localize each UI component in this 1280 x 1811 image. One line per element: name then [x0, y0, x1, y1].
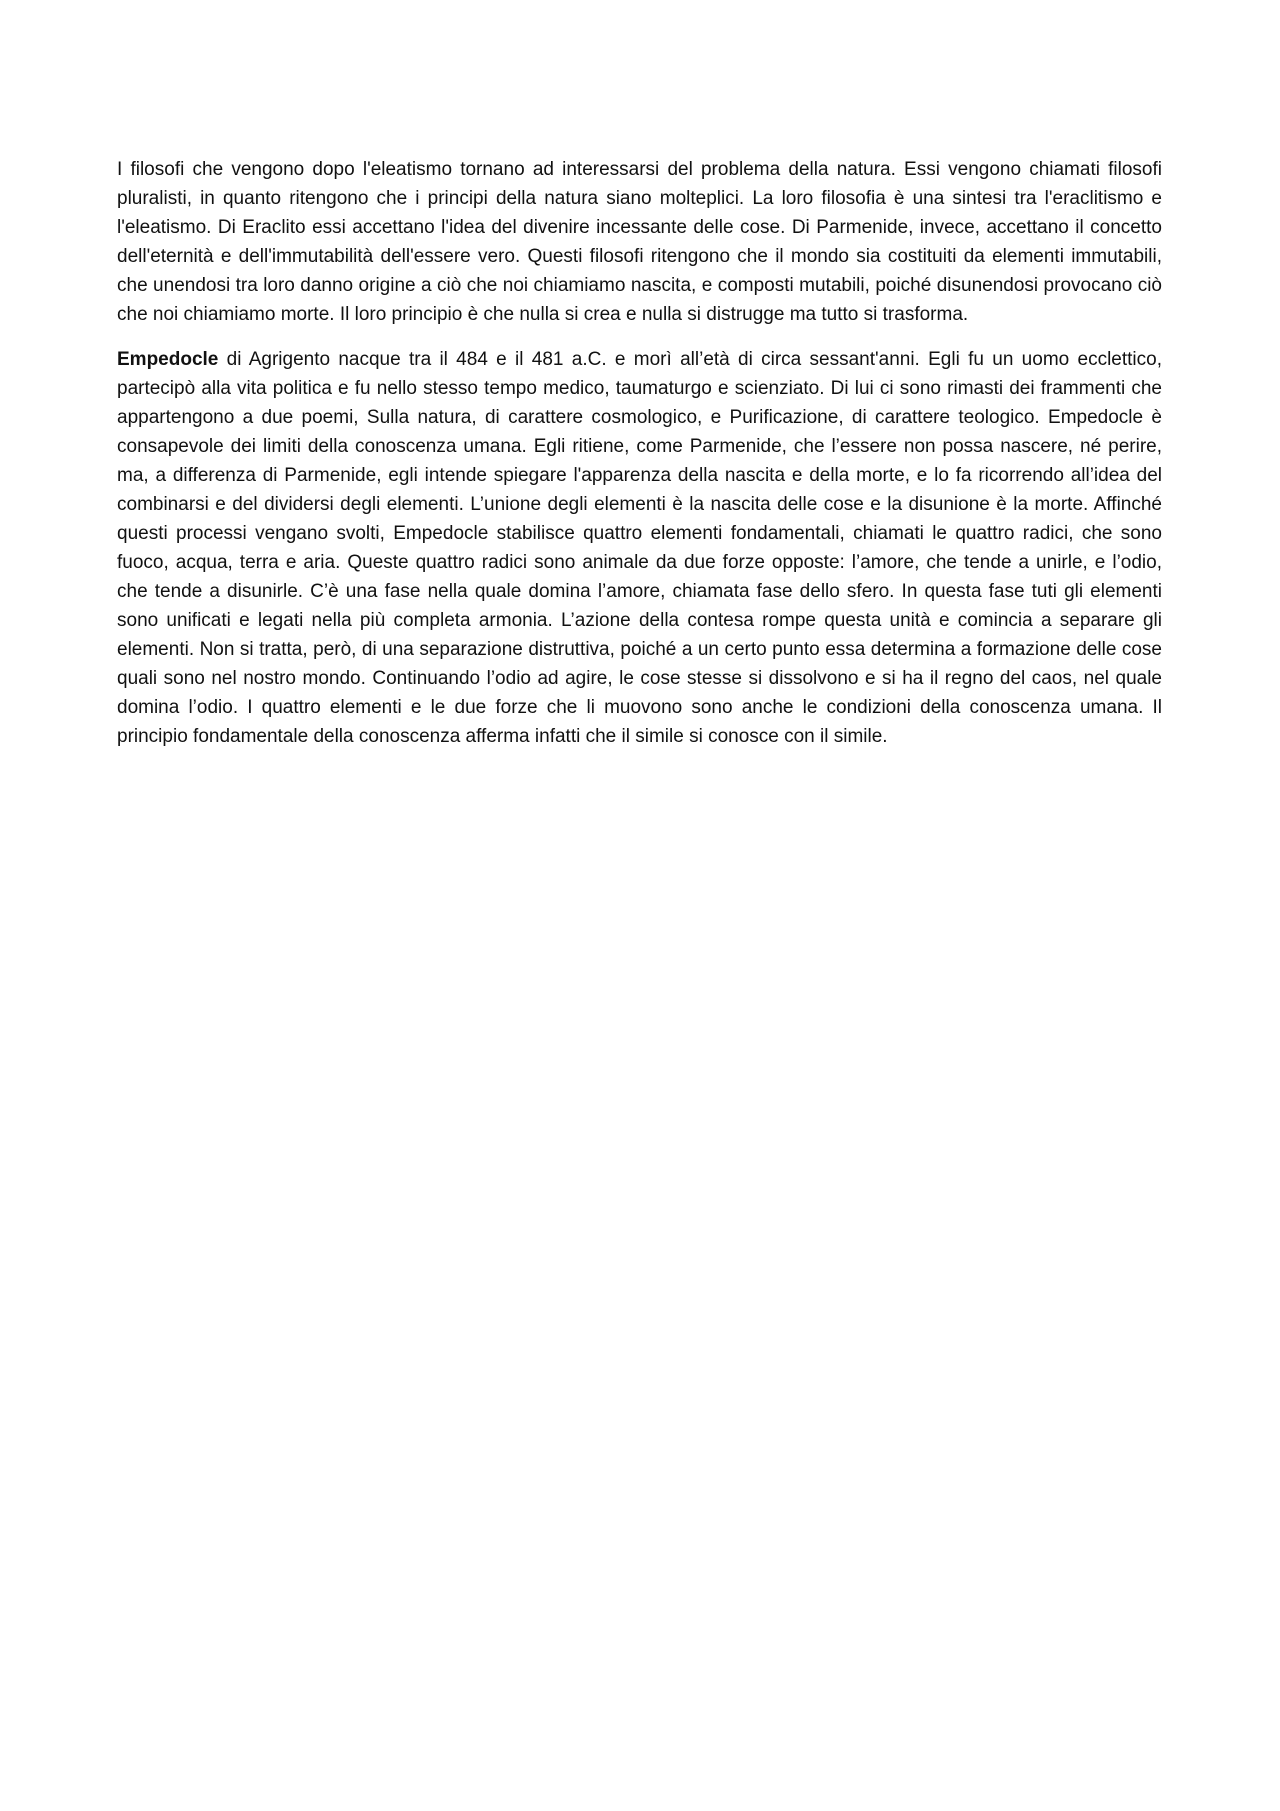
paragraph-text: di Agrigento nacque tra il 484 e il 481 a.C. e morì all’età di circa sessant'anni. Egli fu un uomo ecclettico, partecipò alla vita politica e fu nello stesso tempo medico, taumaturgo e scienziato. Di lui ci sono rimasti dei frammenti che appartengono a due poemi, Sulla natura, di carattere cosmologico, e Purificazione, di carattere teologico. Empedocle è consapevole dei limiti della conoscenza umana. Egli ritiene, come Parmenide, che l’essere non possa nascere, né perire, ma, a differenza di Parmenide, egli intende spiegare l'apparenza della nascita e della morte, e lo fa ricorrendo all’idea del combinarsi e del dividersi degli elementi. L’unione degli elementi è la nascita delle cose e la disunione è la morte. Affinché questi processi vengano svolti, Empedocle stabilisce quattro elementi fondamentali, chiamati le quattro radici, che sono fuoco, acqua, terra e aria. Queste quattro radici sono animale da due forze opposte: l’amore, che tende a unirle, e l’odio, che tende a disunirle. C’è una fase nella quale domina l’amore, chiamata fase dello sfero. In questa fase tuti gli elementi sono unificati e legati nella più completa armonia. L’azione della contesa rompe questa unità e comincia a separare gli elementi. Non si tratta, però, di una separazione distruttiva, poiché a un certo punto essa determina a formazione delle cose quali sono nel nostro mondo. Continuando l’odio ad agire, le cose stesse si dissolvono e si ha il regno del caos, nel quale domina l’odio. I quattro elementi e le due forze che li muovono sono anche le condizioni della conoscenza umana. Il principio fondamentale della conoscenza afferma infatti che il simile si conosce con il simile. [117, 349, 1162, 747]
paragraph-pluralisti [117, 155, 1162, 329]
paragraph-text: I filosofi che vengono dopo l'eleatismo tornano ad interessarsi del problema della natura. Essi vengono chiamati filosofi pluralisti, in quanto ritengono che i principi della natura siano molteplici. La loro filosofia è una sintesi tra l'eraclitismo e l'eleatismo. Di Eraclito essi accettano l'idea del divenire incessante delle cose. Di Parmenide, invece, accettano il concetto dell'eternità e dell'immutabilità dell'essere vero. Questi filosofi ritengono che il mondo sia costituiti da elementi immutabili, che unendosi tra loro danno origine a ciò che noi chiamiamo nascita, e composti mutabili, poiché disunendosi provocano ciò che noi chiamiamo morte. Il loro principio è che nulla si crea e nulla si distrugge ma tutto si trasforma. [117, 159, 1162, 325]
paragraph-lead-bold: Empedocle [117, 349, 219, 370]
paragraph-empedocle [117, 345, 1162, 751]
document-body [117, 155, 1162, 767]
